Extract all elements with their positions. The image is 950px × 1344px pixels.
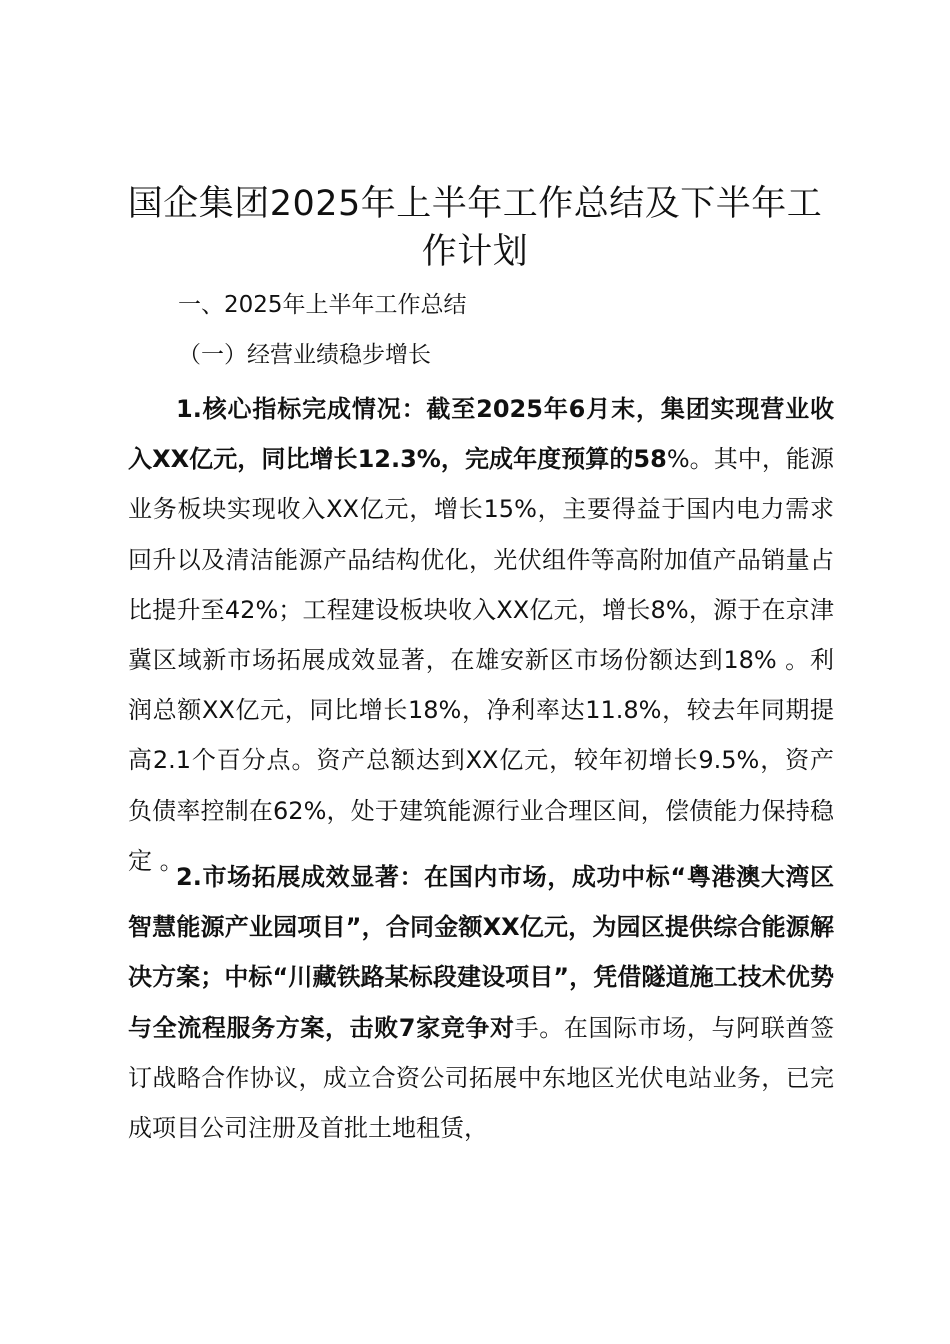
paragraph-market-expansion-lead: 2.市场拓展成效显著：在国内市场，成功中标“粤港澳大湾区智慧能源产业园项目”，合同金额XX亿元，为园区提供综合能源解决方案；中标“川藏铁路某标段建设项目”，凭借隧道施工技术优势与全流程服务方案，击败7家竞争对: [128, 863, 834, 1042]
paragraph-market-expansion-body: 手。在国际市场，与阿联酋签订战略合作协议，成立合资公司拓展中东地区光伏电站业务，已完成项目公司注册及首批土地租赁，: [128, 1013, 835, 1143]
paragraph-core-indicators-body: %。其中，能源业务板块实现收入XX亿元，增长15%，主要得益于国内电力需求回升以及清洁能源产品结构优化，光伏组件等高附加值产品销量占比提升至42%；工程建设板块收入XX亿元，增长8%，源于在京津冀区域新市场拓展成效显著，在雄安新区市场份额达到18% 。利润总额XX亿元，同比增长18%，净利率达11.8%，较去年同期提高2.1个百分点。资产总额达到XX亿元，较年初增长9.5%，资产负债率控制在62%，处于建筑能源行业合理区间，偿债能力保持稳定 。: [128, 445, 834, 875]
paragraph-core-indicators-lead: 1.核心指标完成情况：截至2025年6月末，集团实现营业收入XX亿元，同比增长12.3%，完成年度预算的58: [128, 395, 834, 474]
paragraph-core-indicators: [128, 384, 834, 886]
section-heading: 一、2025年上半年工作总结: [178, 292, 467, 318]
document-title: 国企集团2025年上半年工作总结及下半年工作计划: [127, 184, 823, 272]
subsection-heading: （一）经营业绩稳步增长: [178, 342, 431, 368]
paragraph-market-expansion: [128, 852, 834, 1153]
